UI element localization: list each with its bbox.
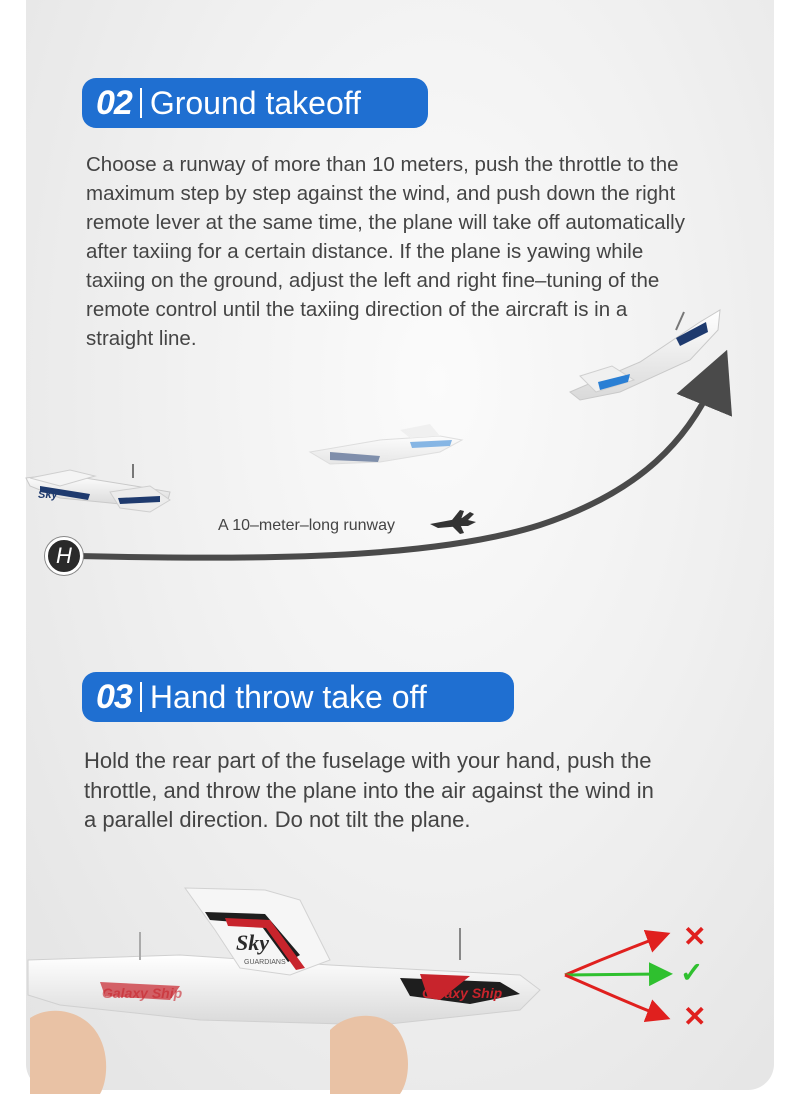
wrong-direction-down-icon: ✕ xyxy=(683,1001,707,1032)
header-divider xyxy=(140,88,142,118)
plane-taxiing xyxy=(310,424,462,464)
section-title: Ground takeoff xyxy=(149,84,361,121)
correct-direction-icon: ✓ xyxy=(680,957,704,988)
fuselage-text-left: Galaxy Ship xyxy=(102,985,183,1001)
section-number: 02 xyxy=(96,83,132,122)
plane-ground xyxy=(26,464,170,512)
wrong-direction-up-icon: ✕ xyxy=(683,921,707,952)
plane-logo-small: Sky xyxy=(38,489,58,501)
plane-logo-large: Sky xyxy=(236,930,269,955)
fuselage-text-right: Galaxy Ship xyxy=(422,985,503,1001)
takeoff-path xyxy=(78,372,718,558)
section-03-header xyxy=(82,672,514,722)
section-02-header xyxy=(82,78,428,128)
hands xyxy=(30,1011,408,1094)
direction-arrows xyxy=(565,936,664,1016)
plane-hand-throw xyxy=(28,888,540,1025)
plane-sublogo: GUARDIANS xyxy=(244,959,286,966)
header-divider xyxy=(140,682,142,712)
section-title: Hand throw take off xyxy=(149,678,427,715)
runway-label: A 10–meter–long runway xyxy=(218,517,395,534)
ground-takeoff-description: Choose a runway of more than 10 meters, push the throttle to the maximum step by step against the wind, and push down the right remote lever at the same time, the plane will take off automatically after taxiing for a certain distance. If the plane is yawing while taxiing on the ground, adjust the left and right fine–tuning of the remote control until the taxiing direction of the aircraft is in a straight line. xyxy=(86,153,685,350)
airplane-icon xyxy=(430,510,476,534)
hand-throw-description: Hold the rear part of the fuselage with your hand, push the throttle, and throw the plane into the air against the wind in a parallel direction. Do not tilt the plane. xyxy=(84,748,654,832)
section-number: 03 xyxy=(96,677,132,716)
start-marker-badge: H xyxy=(45,537,83,575)
